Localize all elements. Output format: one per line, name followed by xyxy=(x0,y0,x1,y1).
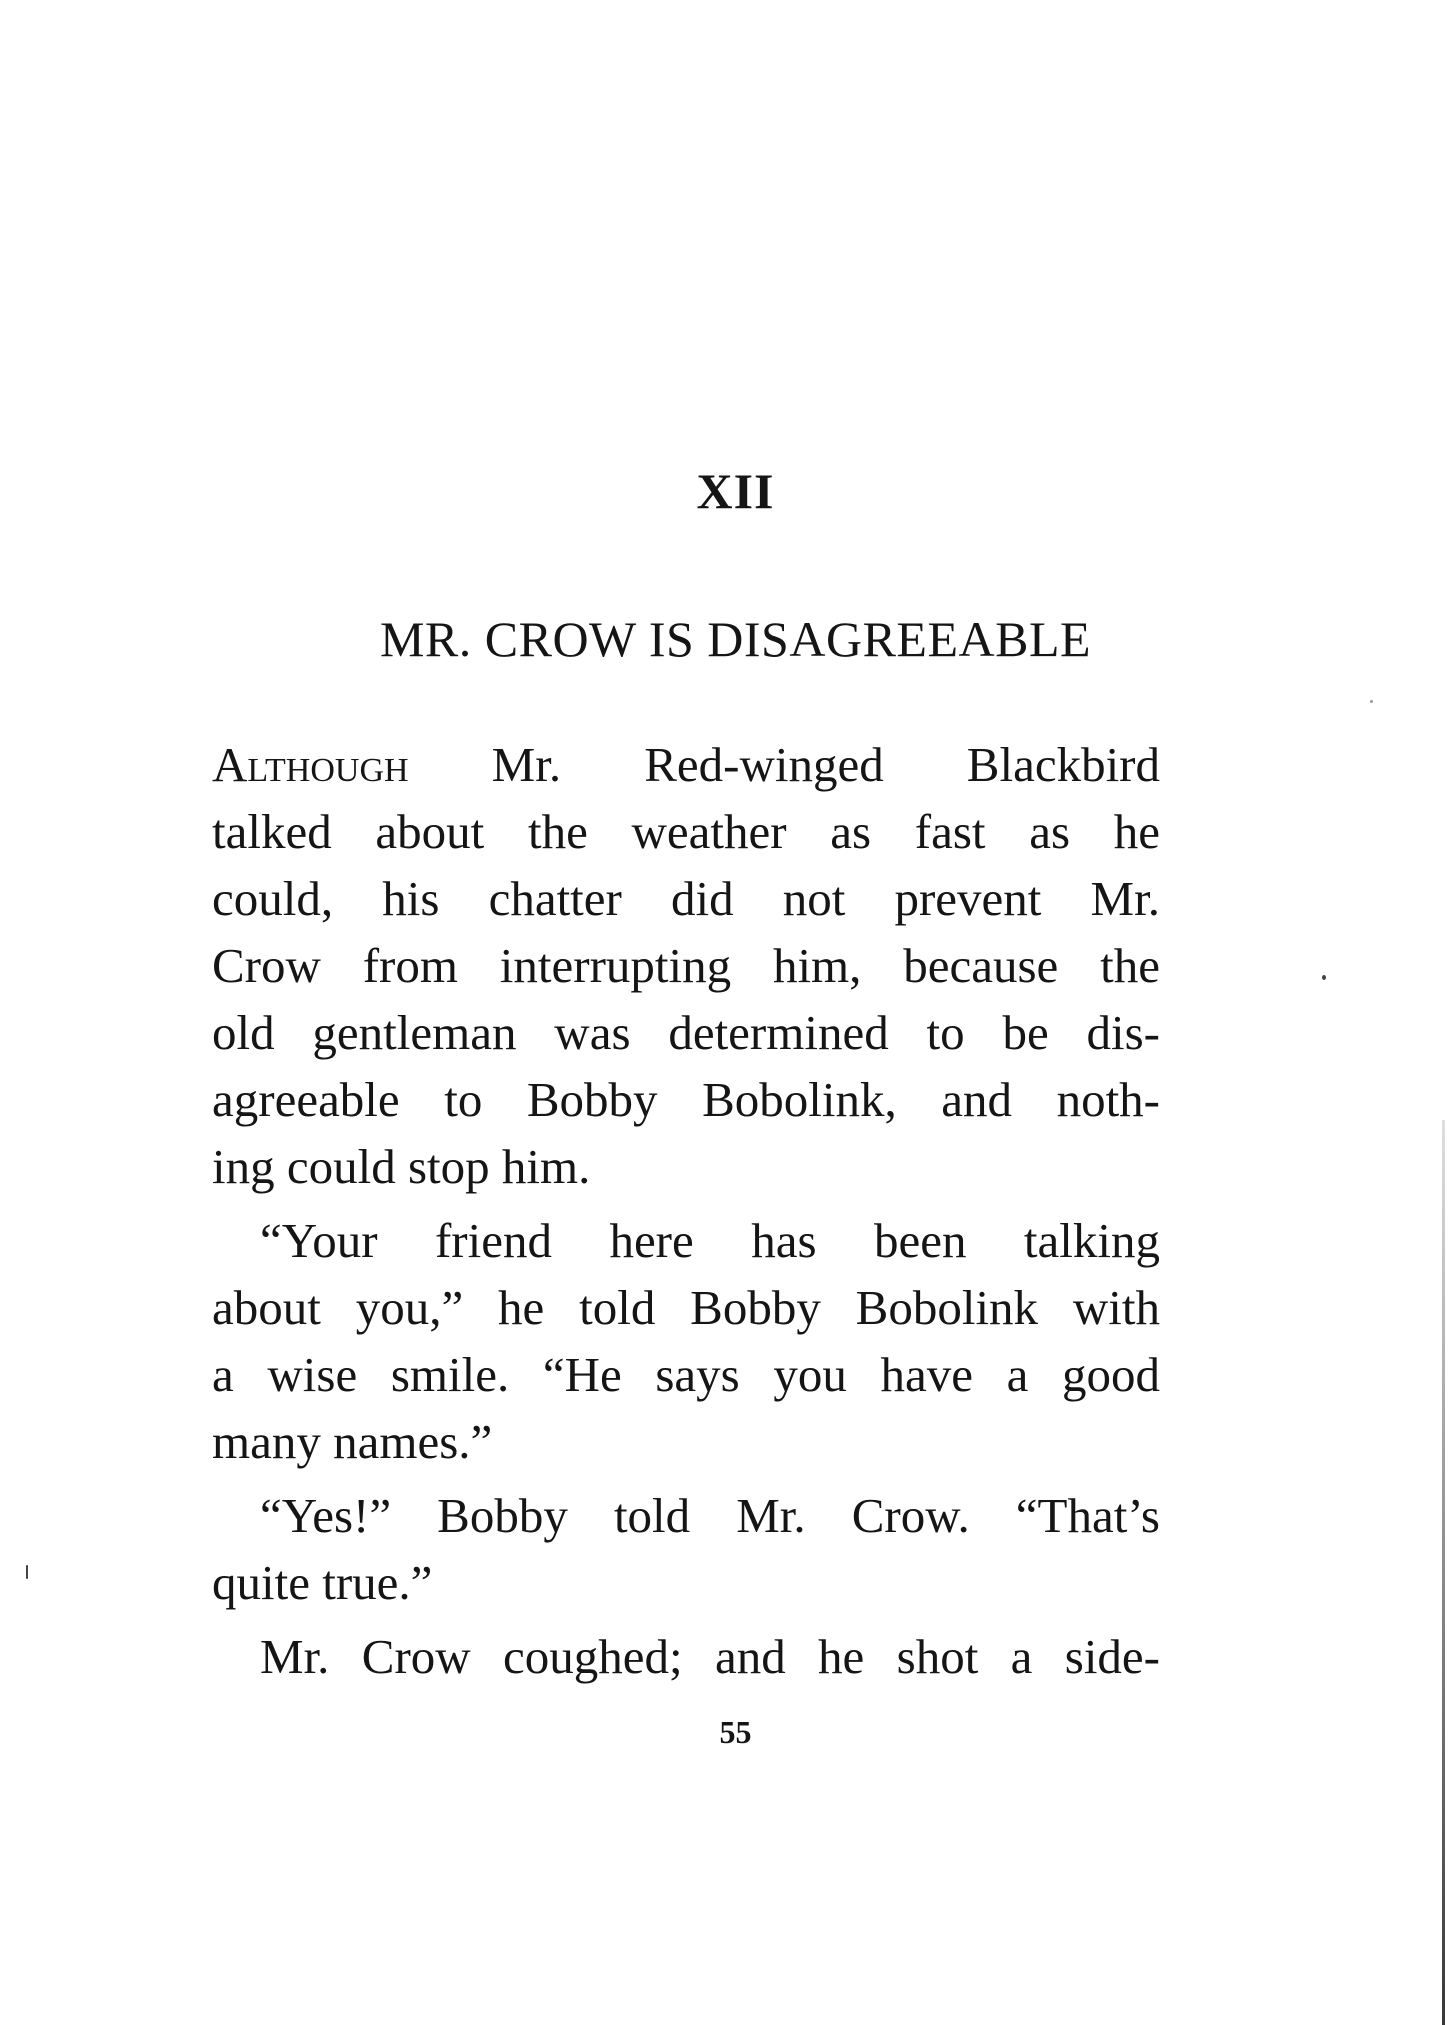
text-line: ing could stop him. xyxy=(212,1139,591,1194)
text-line: Crow from interrupting him, because the xyxy=(212,938,1160,993)
text-line: talked about the weather as fast as he xyxy=(212,804,1160,859)
text-line: “Your friend here has been talking xyxy=(260,1213,1160,1268)
text-line: quite true.” xyxy=(212,1555,433,1610)
text-line xyxy=(212,735,1160,795)
text-line: about you,” he told Bobby Bobolink with xyxy=(212,1280,1160,1335)
text-line: old gentleman was determined to be dis- xyxy=(212,1005,1160,1060)
ink-speck xyxy=(1370,700,1373,703)
text-line: could, his chatter did not prevent Mr. xyxy=(212,871,1160,926)
page-edge-shadow xyxy=(1442,1120,1445,2025)
ink-speck xyxy=(26,1565,28,1579)
text-line: agreeable to Bobby Bobolink, and noth- xyxy=(212,1072,1160,1127)
chapter-title: MR. CROW IS DISAGREEABLE xyxy=(379,611,1092,667)
text-line: a wise smile. “He says you have a good xyxy=(212,1347,1160,1402)
text-line: Mr. Crow coughed; and he shot a side- xyxy=(260,1629,1160,1684)
text-line: many names.” xyxy=(212,1414,493,1469)
text-line: “Yes!” Bobby told Mr. Crow. “That’s xyxy=(260,1488,1160,1543)
chapter-number: XII xyxy=(696,463,775,519)
line-rest: Mr. Red-winged Blackbird xyxy=(491,737,1161,792)
page-number: 55 xyxy=(719,1714,752,1750)
drop-word: Although xyxy=(212,737,409,792)
ink-speck xyxy=(1322,975,1326,980)
